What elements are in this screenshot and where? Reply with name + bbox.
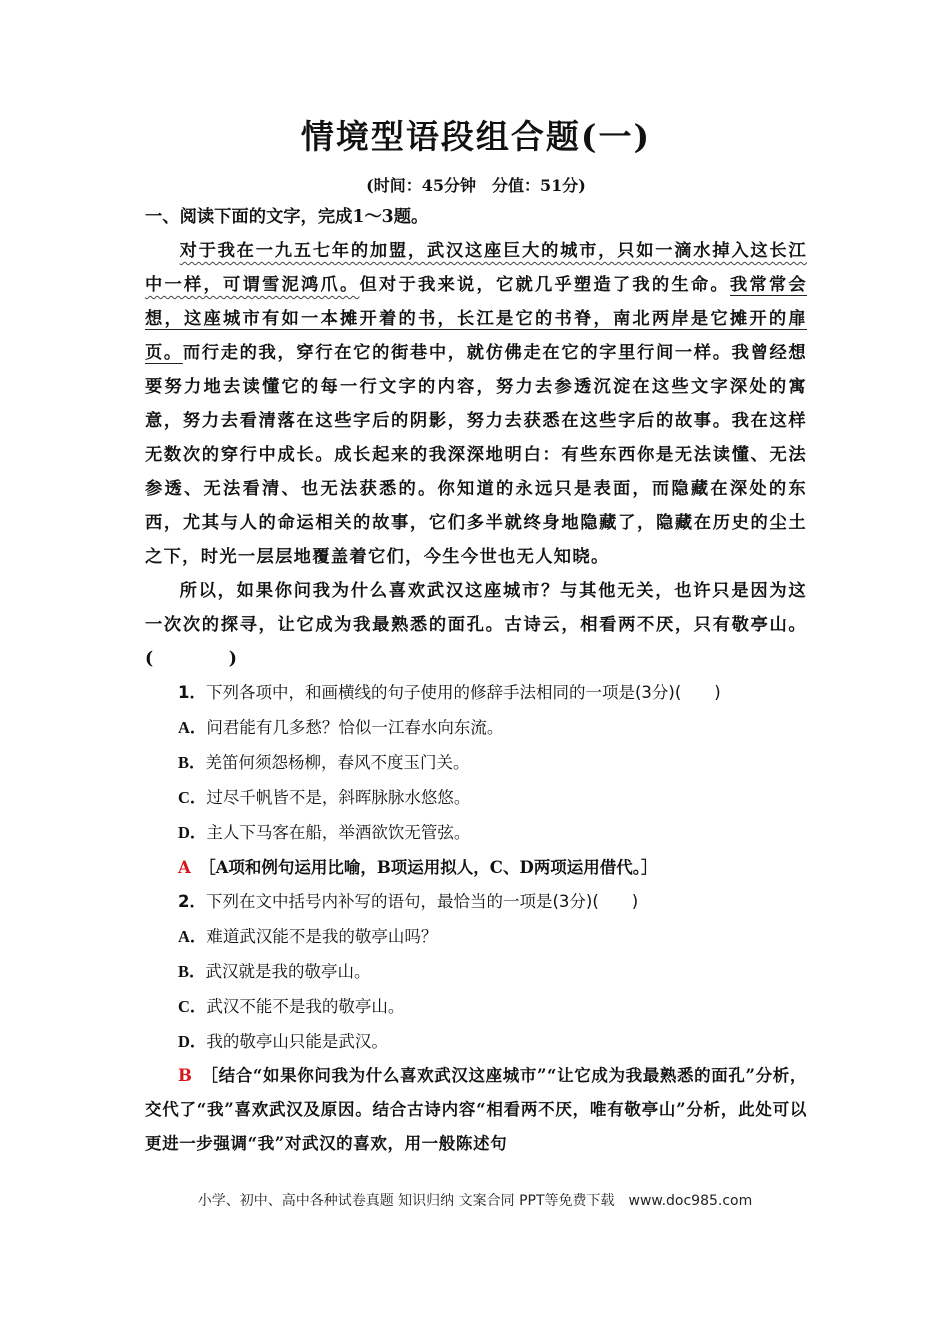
page-footer: 小学、初中、高中各种试卷真题 知识归纳 文案合同 PPT等免费下载 www.doc985.com [197, 1193, 753, 1209]
option-letter: A． [178, 927, 207, 946]
option-letter: A． [178, 718, 207, 737]
option-letter: B． [178, 962, 206, 981]
option-text: 武汉不能不是我的敬亭山。 [206, 997, 405, 1016]
option-text: 难道武汉能不是我的敬亭山吗？ [206, 927, 438, 946]
answer-letter: B [178, 1066, 193, 1085]
option-text: 我的敬亭山只能是武汉。 [206, 1032, 388, 1051]
exam-meta: (时间：45分钟 分值：51分) [366, 176, 586, 195]
option-a [145, 710, 807, 745]
option-letter: D． [178, 1032, 207, 1051]
answer-2 [145, 1059, 807, 1161]
option-a [145, 919, 807, 954]
option-d [145, 1024, 807, 1059]
option-letter: B． [178, 753, 206, 772]
wavy-underlined-text: 对于我在一九五七年的加盟，武汉这座巨大的城市，只如一滴水掉入这长江中一样，可谓雪泥鸿爪。 [145, 241, 807, 295]
option-letter: C． [178, 788, 207, 807]
passage-paragraph-1 [145, 234, 807, 574]
option-text: 问君能有几多愁？恰似一江春水向东流。 [206, 718, 504, 737]
question-text: 下列各项中，和画横线的句子使用的修辞手法相同的一项是(3分)( ) [205, 683, 721, 702]
option-text: 主人下马客在船，举酒欲饮无管弦。 [206, 823, 471, 842]
option-d [145, 815, 807, 850]
option-b [145, 954, 807, 989]
option-b [145, 745, 807, 780]
option-text: 过尽千帆皆不是，斜晖脉脉水悠悠。 [206, 788, 471, 807]
answer-letter: A [178, 858, 191, 877]
answer-explanation: ［A项和例句运用比喻，B项运用拟人，C、D两项运用借代。］ [207, 858, 658, 877]
answer-explanation: ［结合“如果你问我为什么喜欢武汉这座城市”“让它成为我最熟悉的面孔”分析，交代了“我”喜欢武汉及原因。结合古诗内容“相看两不厌，唯有敬亭山”分析，此处可以更进一步强调“我”对武汉的喜欢，用一般陈述句 [145, 1066, 807, 1153]
question-1 [145, 676, 807, 710]
option-text: 羌笛何须怨杨柳，春风不度玉门关。 [205, 753, 470, 772]
option-c [145, 989, 807, 1024]
document-page [145, 112, 807, 1161]
question-number: 2． [178, 892, 206, 911]
option-letter: D． [178, 823, 207, 842]
section-heading: 一、阅读下面的文字，完成1～3题。 [145, 207, 429, 227]
page-title: 情境型语段组合题(一) [300, 117, 652, 156]
passage-text: 但对于我来说，它就几乎塑造了我的生命。 [359, 275, 730, 295]
answer-1 [145, 850, 807, 885]
option-text: 武汉就是我的敬亭山。 [205, 962, 371, 981]
underlined-sentence: 我常常会想，这座城市有如一本摊开着的书，长江是它的书脊，南北两岸是它摊开的扉页。 [145, 275, 807, 363]
option-letter: C． [178, 997, 207, 1016]
question-text: 下列在文中括号内补写的语句，最恰当的一项是(3分)( ) [205, 892, 639, 911]
question-2 [145, 885, 807, 919]
passage-paragraph-2: 所以，如果你问我为什么喜欢武汉这座城市？与其他无关，也许只是因为这一次次的探寻，让它成为我最熟悉的面孔。古诗云，相看两不厌，只有敬亭山。( ) [145, 581, 807, 669]
option-c [145, 780, 807, 815]
passage-text: 而行走的我，穿行在它的街巷中，就仿佛走在它的字里行间一样。我曾经想要努力地去读懂它的每一行文字的内容，努力去参透沉淀在这些文字深处的寓意，努力去看清落在这些字后的阴影，努力去获悉在这些字后的故事。我在这样无数次的穿行中成长。成长起来的我深深地明白：有些东西你是无法读懂、无法参透、无法看清、也无法获悉的。你知道的永远只是表面，而隐藏在深处的东西，尤其与人的命运相关的故事，它们多半就终身地隐藏了，隐藏在历史的尘土之下，时光一层层地覆盖着它们，今生今世也无人知晓。 [145, 343, 807, 567]
question-number: 1． [178, 683, 206, 702]
